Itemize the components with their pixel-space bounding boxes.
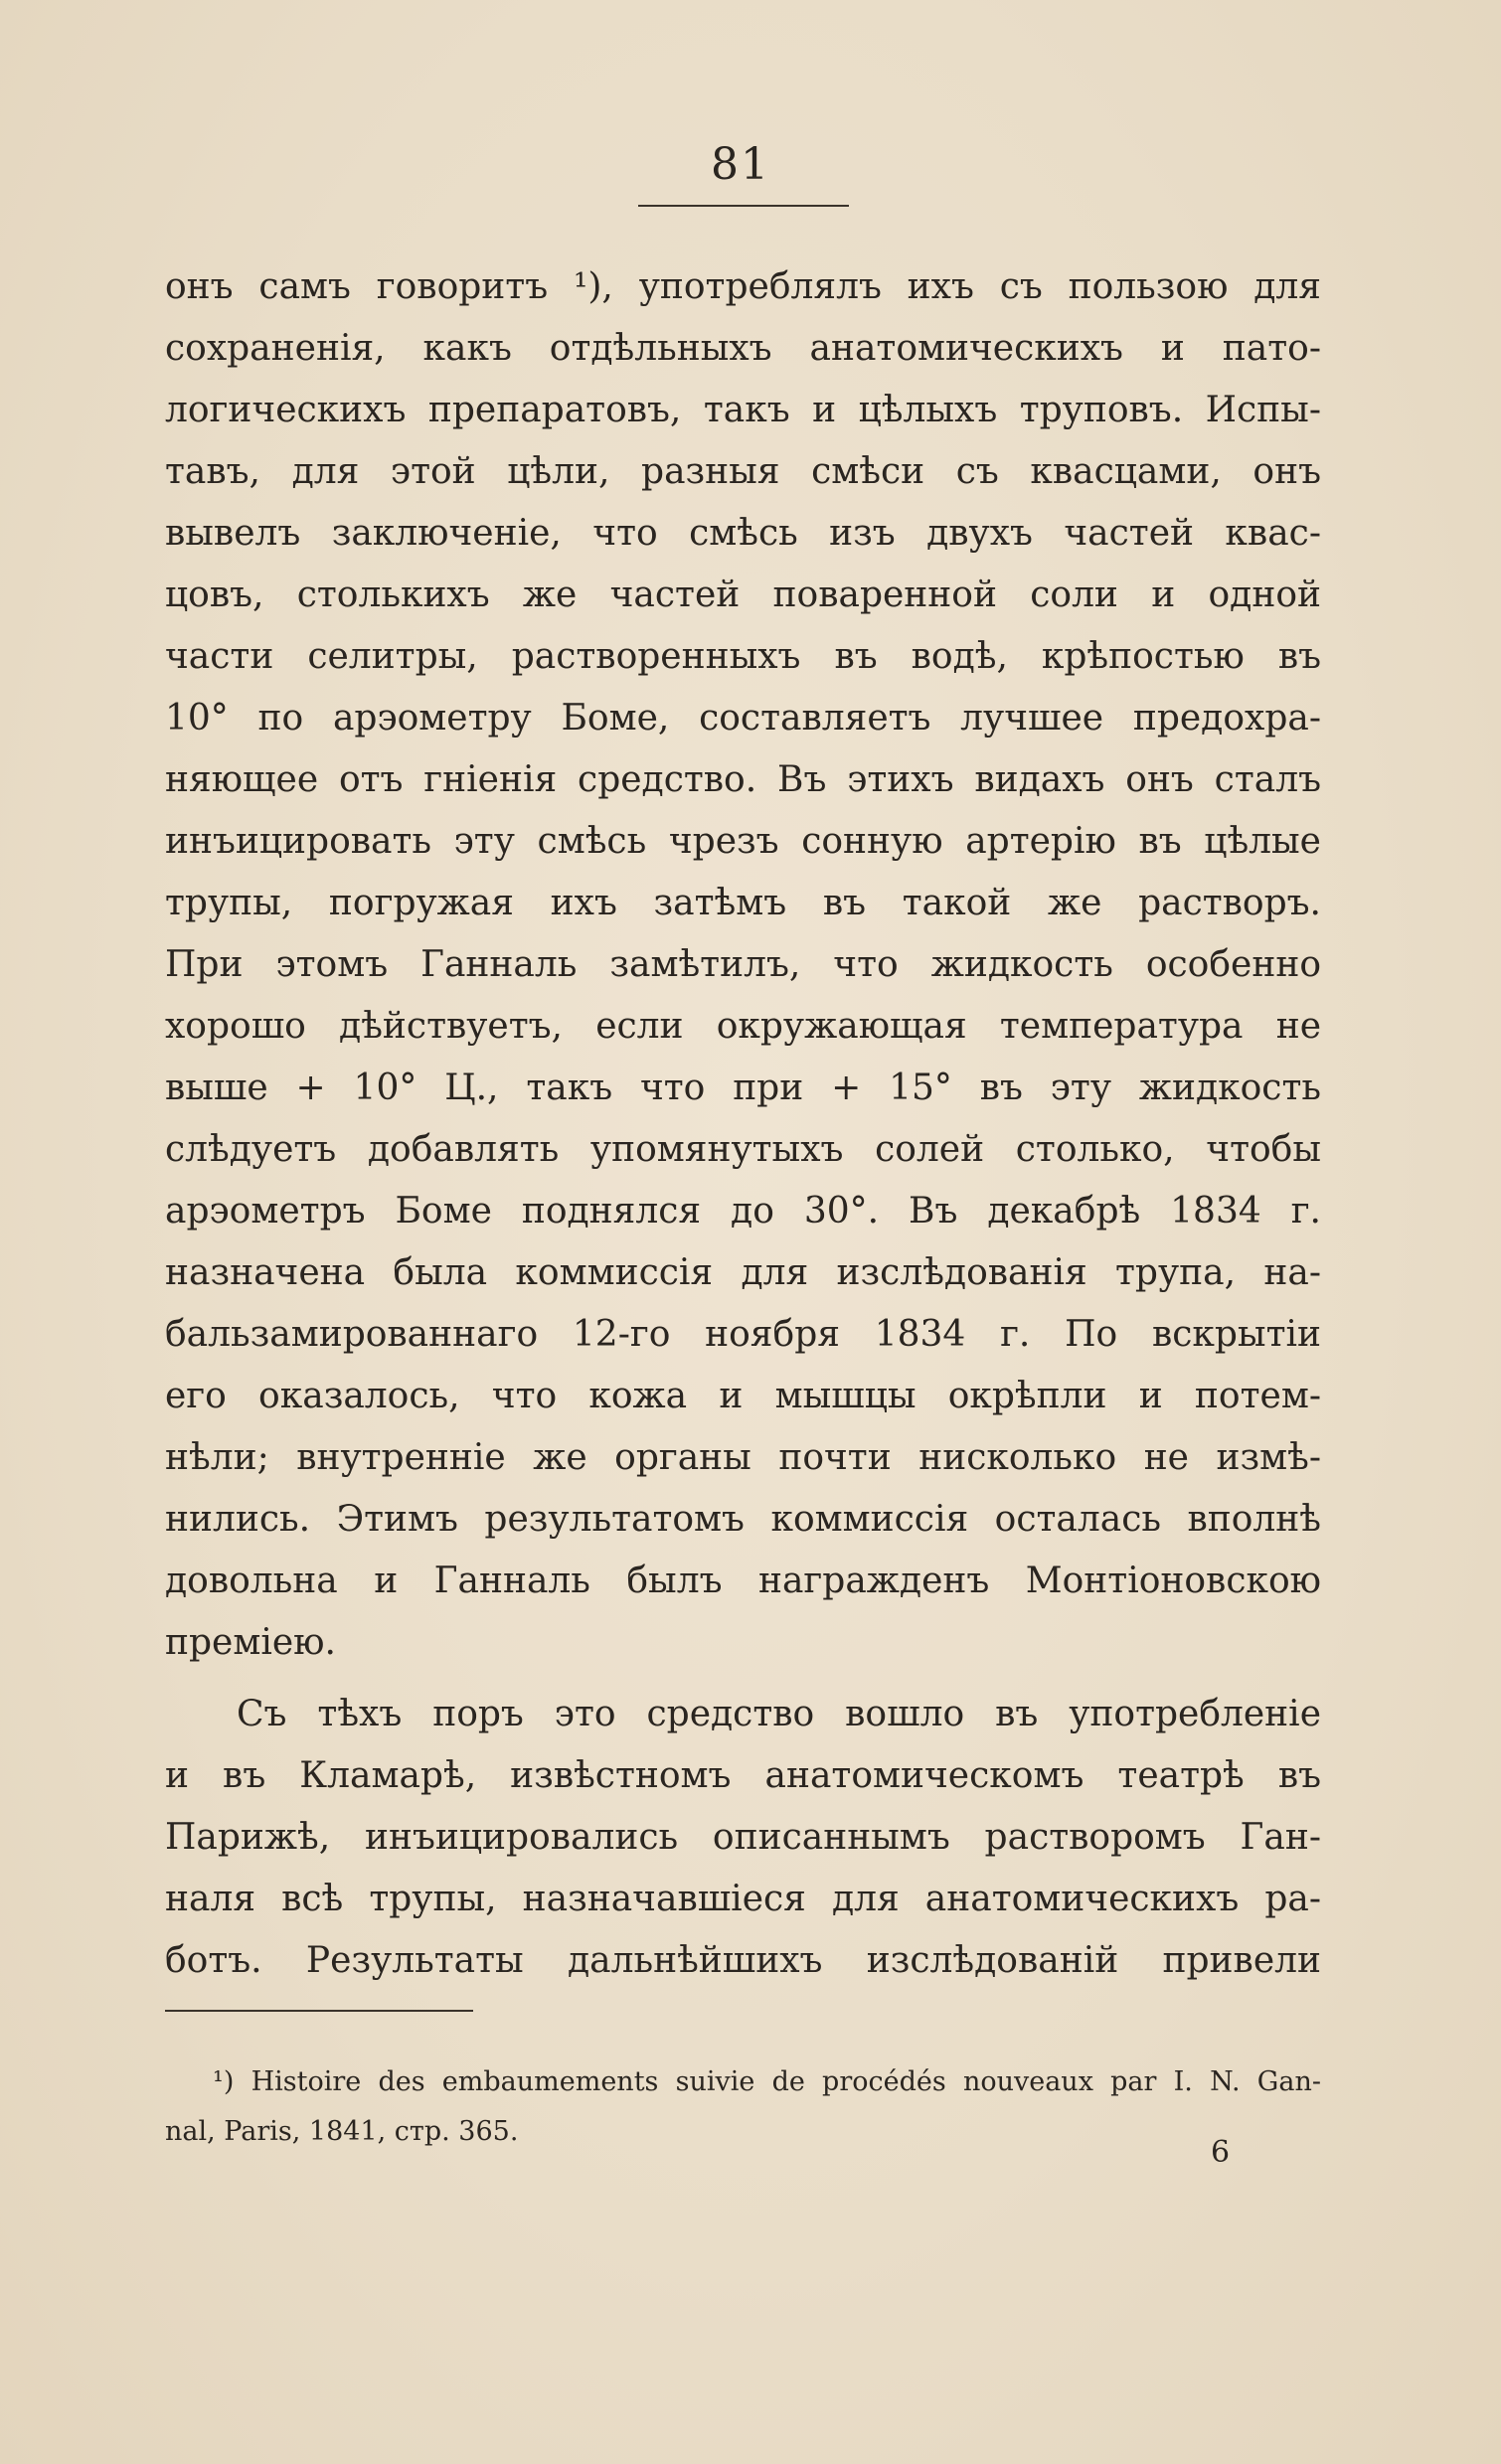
text-line: его оказалось, что кожа и мышцы окрѣпли и потем- [165, 1376, 1321, 1416]
footnote-line: ¹) Histoire des embaumements suivie de procédés nouveaux par I. N. Gan- [213, 2066, 1321, 2097]
text-line: хорошо дѣйствуетъ, если окружающая температура не [165, 1006, 1321, 1047]
page-number: 81 [711, 139, 770, 190]
text-line: нились. Этимъ результатомъ коммиссія осталась вполнѣ [165, 1499, 1321, 1540]
text-line: 10° по арэометру Боме, составляетъ лучшее предохра- [165, 698, 1321, 739]
text-line: назначена была коммиссія для изслѣдованія трупа, на- [165, 1252, 1321, 1293]
text-line: Парижѣ, инъицировались описаннымъ растворомъ Ган- [165, 1817, 1321, 1858]
text-line: вывелъ заключеніе, что смѣсь изъ двухъ частей квас- [165, 513, 1321, 554]
text-line: слѣдуетъ добавлять упомянутыхъ солей столько, чтобы [165, 1129, 1321, 1170]
footnote-rule [165, 2010, 473, 2012]
text-line: При этомъ Ганналь замѣтилъ, что жидкость особенно [165, 944, 1321, 985]
text-line: сохраненія, какъ отдѣльныхъ анатомическихъ и пато- [165, 328, 1321, 369]
text-line: наля всѣ трупы, назначавшіеся для анатомическихъ ра- [165, 1879, 1321, 1919]
text-line: логическихъ препаратовъ, такъ и цѣлыхъ труповъ. Испы- [165, 390, 1321, 430]
signature-mark: 6 [1211, 2135, 1231, 2170]
text-line: онъ самъ говоритъ ¹), употреблялъ ихъ съ пользою для [165, 266, 1321, 307]
footnote [165, 2057, 1321, 2157]
text-line: трупы, погружая ихъ затѣмъ въ такой же растворъ. [165, 883, 1321, 923]
text-line: ботъ. Результаты дальнѣйшихъ изслѣдованій привели [165, 1940, 1321, 1981]
text-line: преміею. [165, 1622, 336, 1663]
paragraph-gap [165, 1674, 1321, 1684]
text-line: цовъ, столькихъ же частей поваренной соли и одной [165, 575, 1321, 615]
body-text [165, 256, 1321, 1992]
text-line: нѣли; внутренніе же органы почти нисколько не измѣ- [165, 1437, 1321, 1478]
text-line: тавъ, для этой цѣли, разныя смѣси съ квасцами, онъ [165, 451, 1321, 492]
footnote-line: nal, Paris, 1841, стр. 365. [165, 2116, 519, 2147]
text-line: бальзамированнаго 12-го ноября 1834 г. По вскрытіи [165, 1314, 1321, 1355]
text-line: арэометръ Боме поднялся до 30°. Въ декабрѣ 1834 г. [165, 1191, 1321, 1232]
text-line: няющее отъ гніенія средство. Въ этихъ видахъ онъ сталъ [165, 759, 1321, 800]
header-rule [638, 205, 849, 207]
text-line: части селитры, растворенныхъ въ водѣ, крѣпостью въ [165, 636, 1321, 677]
text-line: и въ Кламарѣ, извѣстномъ анатомическомъ театрѣ въ [165, 1755, 1321, 1796]
text-line: Съ тѣхъ поръ это средство вошло въ употребленіе [237, 1694, 1321, 1734]
paragraph-1 [165, 256, 1321, 1674]
text-line: довольна и Ганналь былъ награжденъ Монтіоновскою [165, 1561, 1321, 1601]
text-line: выше + 10° Ц., такъ что при + 15° въ эту жидкость [165, 1068, 1321, 1108]
paragraph-2 [165, 1684, 1321, 1992]
text-line: инъицировать эту смѣсь чрезъ сонную артерію въ цѣлые [165, 821, 1321, 862]
